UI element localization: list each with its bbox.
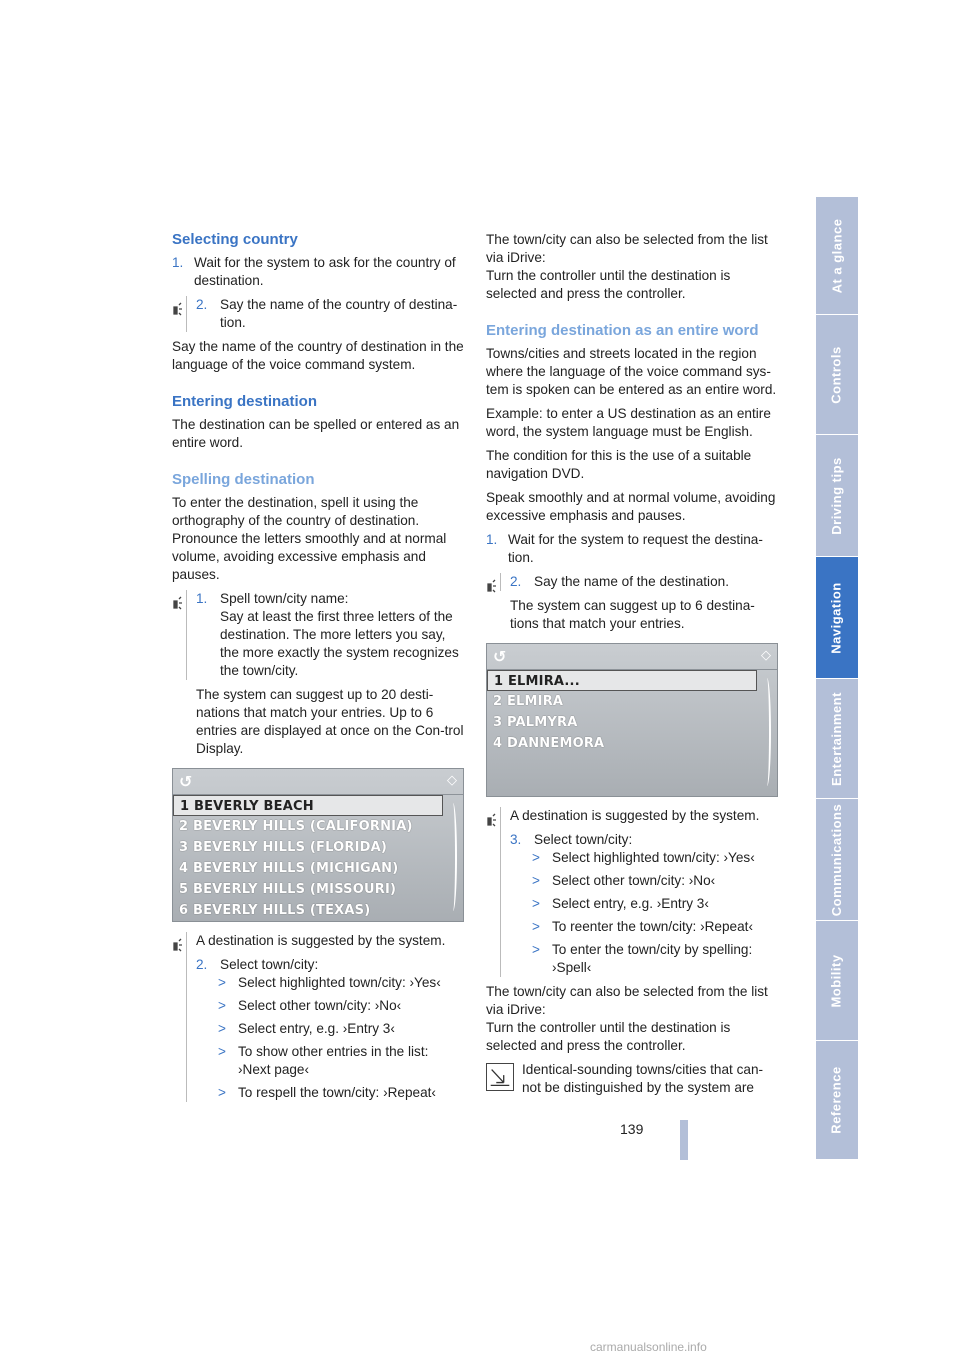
country-paragraph: Say the name of the country of destination in the language of the voice command system. [172, 339, 464, 372]
voice-block-country [172, 296, 464, 332]
bullet-marker: > [218, 1085, 226, 1100]
right-column [486, 231, 778, 1097]
voice-bar [500, 807, 501, 977]
step-text: Say the name of the country of destina-tion. [220, 297, 458, 330]
idrive-paragraph: Turn the controller until the destination is selected and press the controller. [486, 268, 731, 301]
step-number: 1. [196, 591, 208, 606]
country-step-2 [196, 296, 464, 332]
bullet-text: Select other town/city: ›No‹ [552, 873, 716, 888]
bullet-marker: > [532, 873, 540, 888]
bullet-text: To reenter the town/city: ›Repeat‹ [552, 919, 753, 934]
bullet-text: To enter the town/city by spelling: ›Spell‹ [552, 942, 753, 975]
list-item[interactable]: 3 PALMYRA [493, 715, 578, 730]
tab-label: Driving tips [829, 456, 845, 535]
heading-selecting-country: Selecting country [172, 231, 298, 248]
bullet-item [196, 997, 464, 1015]
control-display-screen [172, 768, 464, 922]
page-number: 139 [620, 1121, 644, 1137]
voice-bar [186, 296, 187, 332]
back-arrow-icon[interactable]: ↺ [179, 772, 193, 791]
bullet-item [510, 918, 778, 936]
voice-block-select-right [486, 807, 778, 977]
bullet-text: To show other entries in the list: ›Next page‹ [238, 1044, 429, 1077]
step-number: 3. [510, 832, 522, 847]
list-item[interactable]: 2 BEVERLY HILLS (CALIFORNIA) [179, 819, 413, 834]
idrive-paragraph: The town/city can also be selected from the list via iDrive: [486, 984, 768, 1017]
step-number: 2. [510, 574, 522, 589]
select-step [196, 956, 464, 974]
bullet-marker: > [532, 919, 540, 934]
bullet-item [196, 1020, 464, 1038]
note-block [486, 1061, 778, 1097]
bullet-marker: > [218, 998, 226, 1013]
tab-driving-tips[interactable] [816, 435, 858, 557]
bullet-marker: > [532, 850, 540, 865]
bullet-text: Select entry, e.g. ›Entry 3‹ [552, 896, 709, 911]
select-step [510, 831, 778, 849]
bullet-marker: > [532, 942, 540, 957]
tab-navigation[interactable] [816, 557, 858, 679]
step-number: 1. [172, 255, 184, 270]
scrollbar[interactable] [449, 803, 457, 911]
bullet-marker: > [532, 896, 540, 911]
list-item[interactable]: 4 DANNEMORA [493, 736, 605, 751]
list-item[interactable]: 5 BEVERLY HILLS (MISSOURI) [179, 882, 397, 897]
idrive-paragraph: The town/city can also be selected from the list via iDrive: [486, 232, 768, 265]
list-item[interactable]: 2 ELMIRA [493, 694, 564, 709]
tab-label: Controls [829, 345, 845, 404]
voice-block-spell [172, 590, 464, 680]
heading-entire-word: Entering destination as an entire word [486, 322, 759, 339]
entire-paragraph: Speak smoothly and at normal volume, avoiding excessive emphasis and pauses. [486, 490, 776, 523]
suggested-text: A destination is suggested by the system. [196, 933, 446, 948]
bullet-text: Select highlighted town/city: ›Yes‹ [552, 850, 755, 865]
voice-bar [500, 573, 501, 591]
left-column [172, 230, 464, 1108]
back-arrow-icon[interactable]: ↺ [493, 647, 507, 666]
bullet-text: To respell the town/city: ›Repeat‹ [238, 1085, 436, 1100]
step-number: 2. [196, 297, 208, 312]
screen-topbar [173, 769, 463, 795]
move-arrows-icon: ◇ [761, 648, 771, 663]
list-item[interactable]: 4 BEVERLY HILLS (MICHIGAN) [179, 861, 399, 876]
voice-bar [186, 590, 187, 680]
entire-step-1 [486, 531, 778, 567]
bullet-marker: > [218, 975, 226, 990]
step-text: Spell town/city name: [220, 591, 349, 606]
screen-topbar [487, 644, 777, 670]
suggest-paragraph: The system can suggest up to 20 desti-nations that match your entries. Up to 6 entries are displayed at once on the Con-trol Display. [196, 687, 464, 756]
step-text: Select town/city: [534, 832, 633, 847]
spelling-paragraph: To enter the destination, spell it using the orthography of the country of destination. Pronounce the letters smoothly and at normal volume, avoiding excessive emphasis and pauses. [172, 495, 447, 582]
tab-mobility[interactable] [816, 921, 858, 1041]
voice-bar [186, 932, 187, 1102]
step-text-detail: Say at least the first three letters of the destination. The more letters you say, the more exactly the system recognizes the town/city. [220, 609, 459, 678]
voice-command-icon [172, 302, 184, 316]
control-display-screen [486, 643, 778, 797]
list-item[interactable]: 1 ELMIRA... [487, 670, 757, 691]
bullet-item [196, 974, 464, 992]
tab-label: Entertainment [829, 691, 844, 786]
list-item[interactable]: 6 BEVERLY HILLS (TEXAS) [179, 903, 371, 918]
entire-step-2 [510, 573, 778, 591]
suggested-text: A destination is suggested by the system. [510, 808, 760, 823]
bullet-item [510, 872, 778, 890]
note-arrow-icon [486, 1063, 514, 1091]
page-bar [680, 1120, 688, 1160]
voice-block-entire [486, 573, 778, 591]
tab-label: Mobility [829, 953, 845, 1008]
idrive-paragraph: Turn the controller until the destination is selected and press the controller. [486, 1020, 731, 1053]
entire-paragraph: The condition for this is the use of a suitable navigation DVD. [486, 448, 752, 481]
tab-controls[interactable] [816, 315, 858, 435]
heading-entering-destination: Entering destination [172, 393, 318, 410]
list-item[interactable]: 3 BEVERLY HILLS (FLORIDA) [179, 840, 388, 855]
move-arrows-icon: ◇ [447, 773, 457, 788]
bullet-item [196, 1043, 464, 1079]
bullet-marker: > [218, 1021, 226, 1036]
country-step-1 [172, 254, 464, 290]
entire-paragraph: Example: to enter a US destination as an entire word, the system language must be English. [486, 406, 771, 439]
bullet-marker: > [218, 1044, 226, 1059]
step-number: 1. [486, 532, 498, 547]
tab-label: Navigation [829, 581, 844, 654]
voice-command-icon [486, 579, 498, 593]
tab-communications[interactable] [816, 799, 858, 921]
tab-entertainment[interactable] [816, 679, 858, 799]
section-tabs [816, 197, 858, 1160]
voice-block-select [172, 932, 464, 1102]
voice-command-icon [486, 813, 498, 827]
step-text: Say the name of the destination. [534, 574, 729, 589]
bullet-item [510, 895, 778, 913]
note-text: Identical-sounding towns/cities that can-not be distinguished by the system are [522, 1062, 764, 1095]
tab-label: At a glance [829, 218, 845, 293]
entire-paragraph: Towns/cities and streets located in the region where the language of the voice command sys-tem is spoken can be entered as an entire word. [486, 346, 777, 397]
tab-label: Reference [829, 1066, 844, 1134]
suggest-paragraph: The system can suggest up to 6 destina-tions that match your entries. [510, 598, 755, 631]
step-number: 2. [196, 957, 208, 972]
bullet-item [510, 849, 778, 867]
bullet-text: Select highlighted town/city: ›Yes‹ [238, 975, 441, 990]
footer-watermark: carmanualsonline.info [590, 1340, 707, 1354]
voice-command-icon [172, 596, 184, 610]
step-text: Wait for the system to ask for the country of destination. [194, 255, 456, 288]
list-item[interactable]: 1 BEVERLY BEACH [173, 795, 443, 816]
bullet-text: Select other town/city: ›No‹ [238, 998, 402, 1013]
heading-spelling-destination: Spelling destination [172, 471, 315, 488]
bullet-text: Select entry, e.g. ›Entry 3‹ [238, 1021, 395, 1036]
bullet-item [196, 1084, 464, 1102]
voice-command-icon [172, 938, 184, 952]
spell-step-1 [196, 590, 464, 680]
scrollbar[interactable] [763, 678, 771, 786]
entering-paragraph: The destination can be spelled or entered as an entire word. [172, 417, 460, 450]
step-text: Select town/city: [220, 957, 319, 972]
step-text: Wait for the system to request the destina-tion. [508, 532, 763, 565]
tab-reference[interactable] [816, 1041, 858, 1160]
tab-at-a-glance[interactable] [816, 197, 858, 315]
bullet-item [510, 941, 778, 977]
tab-label: Communications [829, 803, 844, 916]
